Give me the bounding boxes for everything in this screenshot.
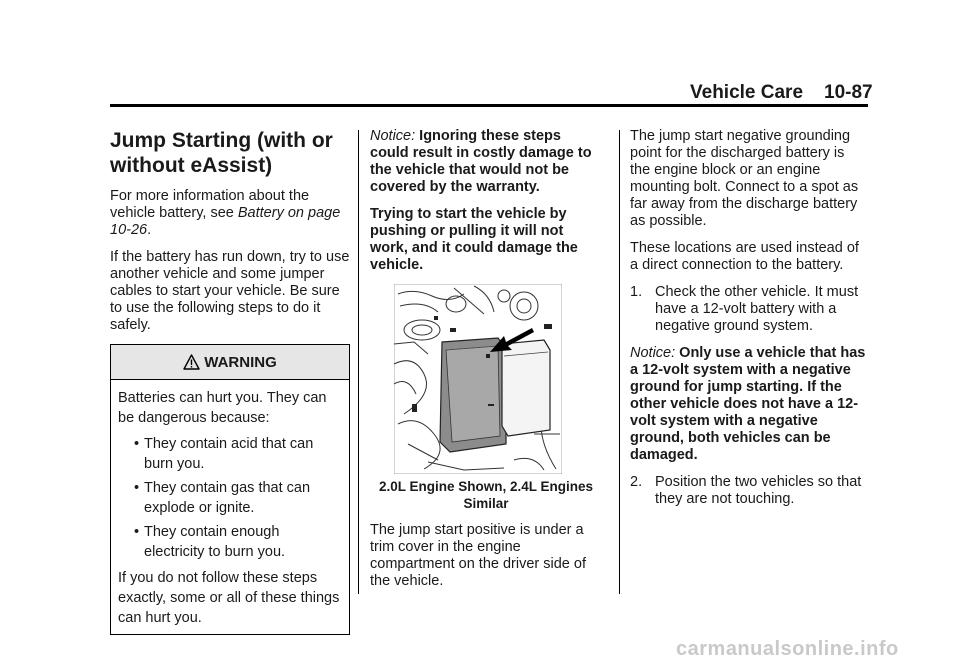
paragraph-battery-run-down: If the battery has run down, try to use another vehicle and some jumper cables to start your vehicle. Be sure to use the following steps to do it safely. xyxy=(110,249,350,333)
notice-label: Notice: xyxy=(630,345,676,361)
warning-bullet: • They contain gas that can explode or ignite. xyxy=(118,478,343,518)
step-number: 1. xyxy=(630,284,643,300)
figure-caption: 2.0L Engine Shown, 2.4L Engines Similar xyxy=(378,479,594,511)
warning-title: WARNING xyxy=(204,354,277,371)
header-section-title: Vehicle Care xyxy=(690,82,804,103)
notice-damage xyxy=(370,128,602,196)
notice-text: Ignoring these steps could result in costly damage to the vehicle that would not be covered by the warranty. xyxy=(370,128,592,195)
column-3 xyxy=(630,128,866,518)
step-1 xyxy=(630,284,866,335)
notice-label: Notice: xyxy=(370,128,416,144)
step-text: Position the two vehicles so that they are not touching. xyxy=(655,474,862,507)
warning-triangle-icon xyxy=(183,354,200,370)
warning-outro: If you do not follow these steps exactly, some or all of these things can hurt you. xyxy=(118,570,340,626)
column-2 xyxy=(370,128,602,600)
warning-intro: Batteries can hurt you. They can be dangerous because: xyxy=(118,390,327,426)
step-2 xyxy=(630,474,866,508)
paragraph-jump-positive: The jump start positive is under a trim cover in the engine compartment on the driver side of the vehicle. xyxy=(370,522,586,589)
notice-text: Only use a vehicle that has a 12-volt system with a negative ground for jump starting. If the other vehicle does not have a 12-volt system with a negative ground, both vehicles can be damaged. xyxy=(630,345,866,463)
step-number: 2. xyxy=(630,474,643,490)
notice-12-volt xyxy=(630,345,866,464)
warning-box xyxy=(110,344,350,635)
paragraph-text: For more information about the vehicle battery, see xyxy=(110,188,310,221)
column-1 xyxy=(110,128,350,635)
warning-header xyxy=(111,345,349,380)
header-page-number: 10-87 xyxy=(824,82,873,103)
paragraph-period: . xyxy=(147,222,152,238)
watermark: carmanualsonline.info xyxy=(676,638,899,660)
engine-compartment-figure xyxy=(394,284,562,474)
section-heading: Jump Starting (with or without eAssist) xyxy=(110,129,333,177)
warning-bullet: • They contain acid that can burn you. xyxy=(118,434,343,474)
paragraph-jump-negative: The jump start negative grounding point for the discharged battery is the engine block or an engine mounting bolt. Connect to a spot as far away from the discharge battery as possible. xyxy=(630,128,859,229)
paragraph-locations: These locations are used instead of a direct connection to the battery. xyxy=(630,240,859,273)
paragraph-battery-info xyxy=(110,188,350,239)
column-divider-2 xyxy=(619,130,620,594)
warning-body xyxy=(111,380,349,634)
step-text: Check the other vehicle. It must have a 12-volt battery with a negative ground system. xyxy=(655,284,859,334)
header-rule xyxy=(110,104,868,107)
paragraph-push-warning: Trying to start the vehicle by pushing or pulling it will not work, and it could damage the vehicle. xyxy=(370,206,578,273)
warning-bullet: • They contain enough electricity to burn you. xyxy=(118,522,343,562)
column-divider-1 xyxy=(358,130,359,594)
cross-reference-link[interactable]: Battery on page 10-26 xyxy=(110,205,341,238)
